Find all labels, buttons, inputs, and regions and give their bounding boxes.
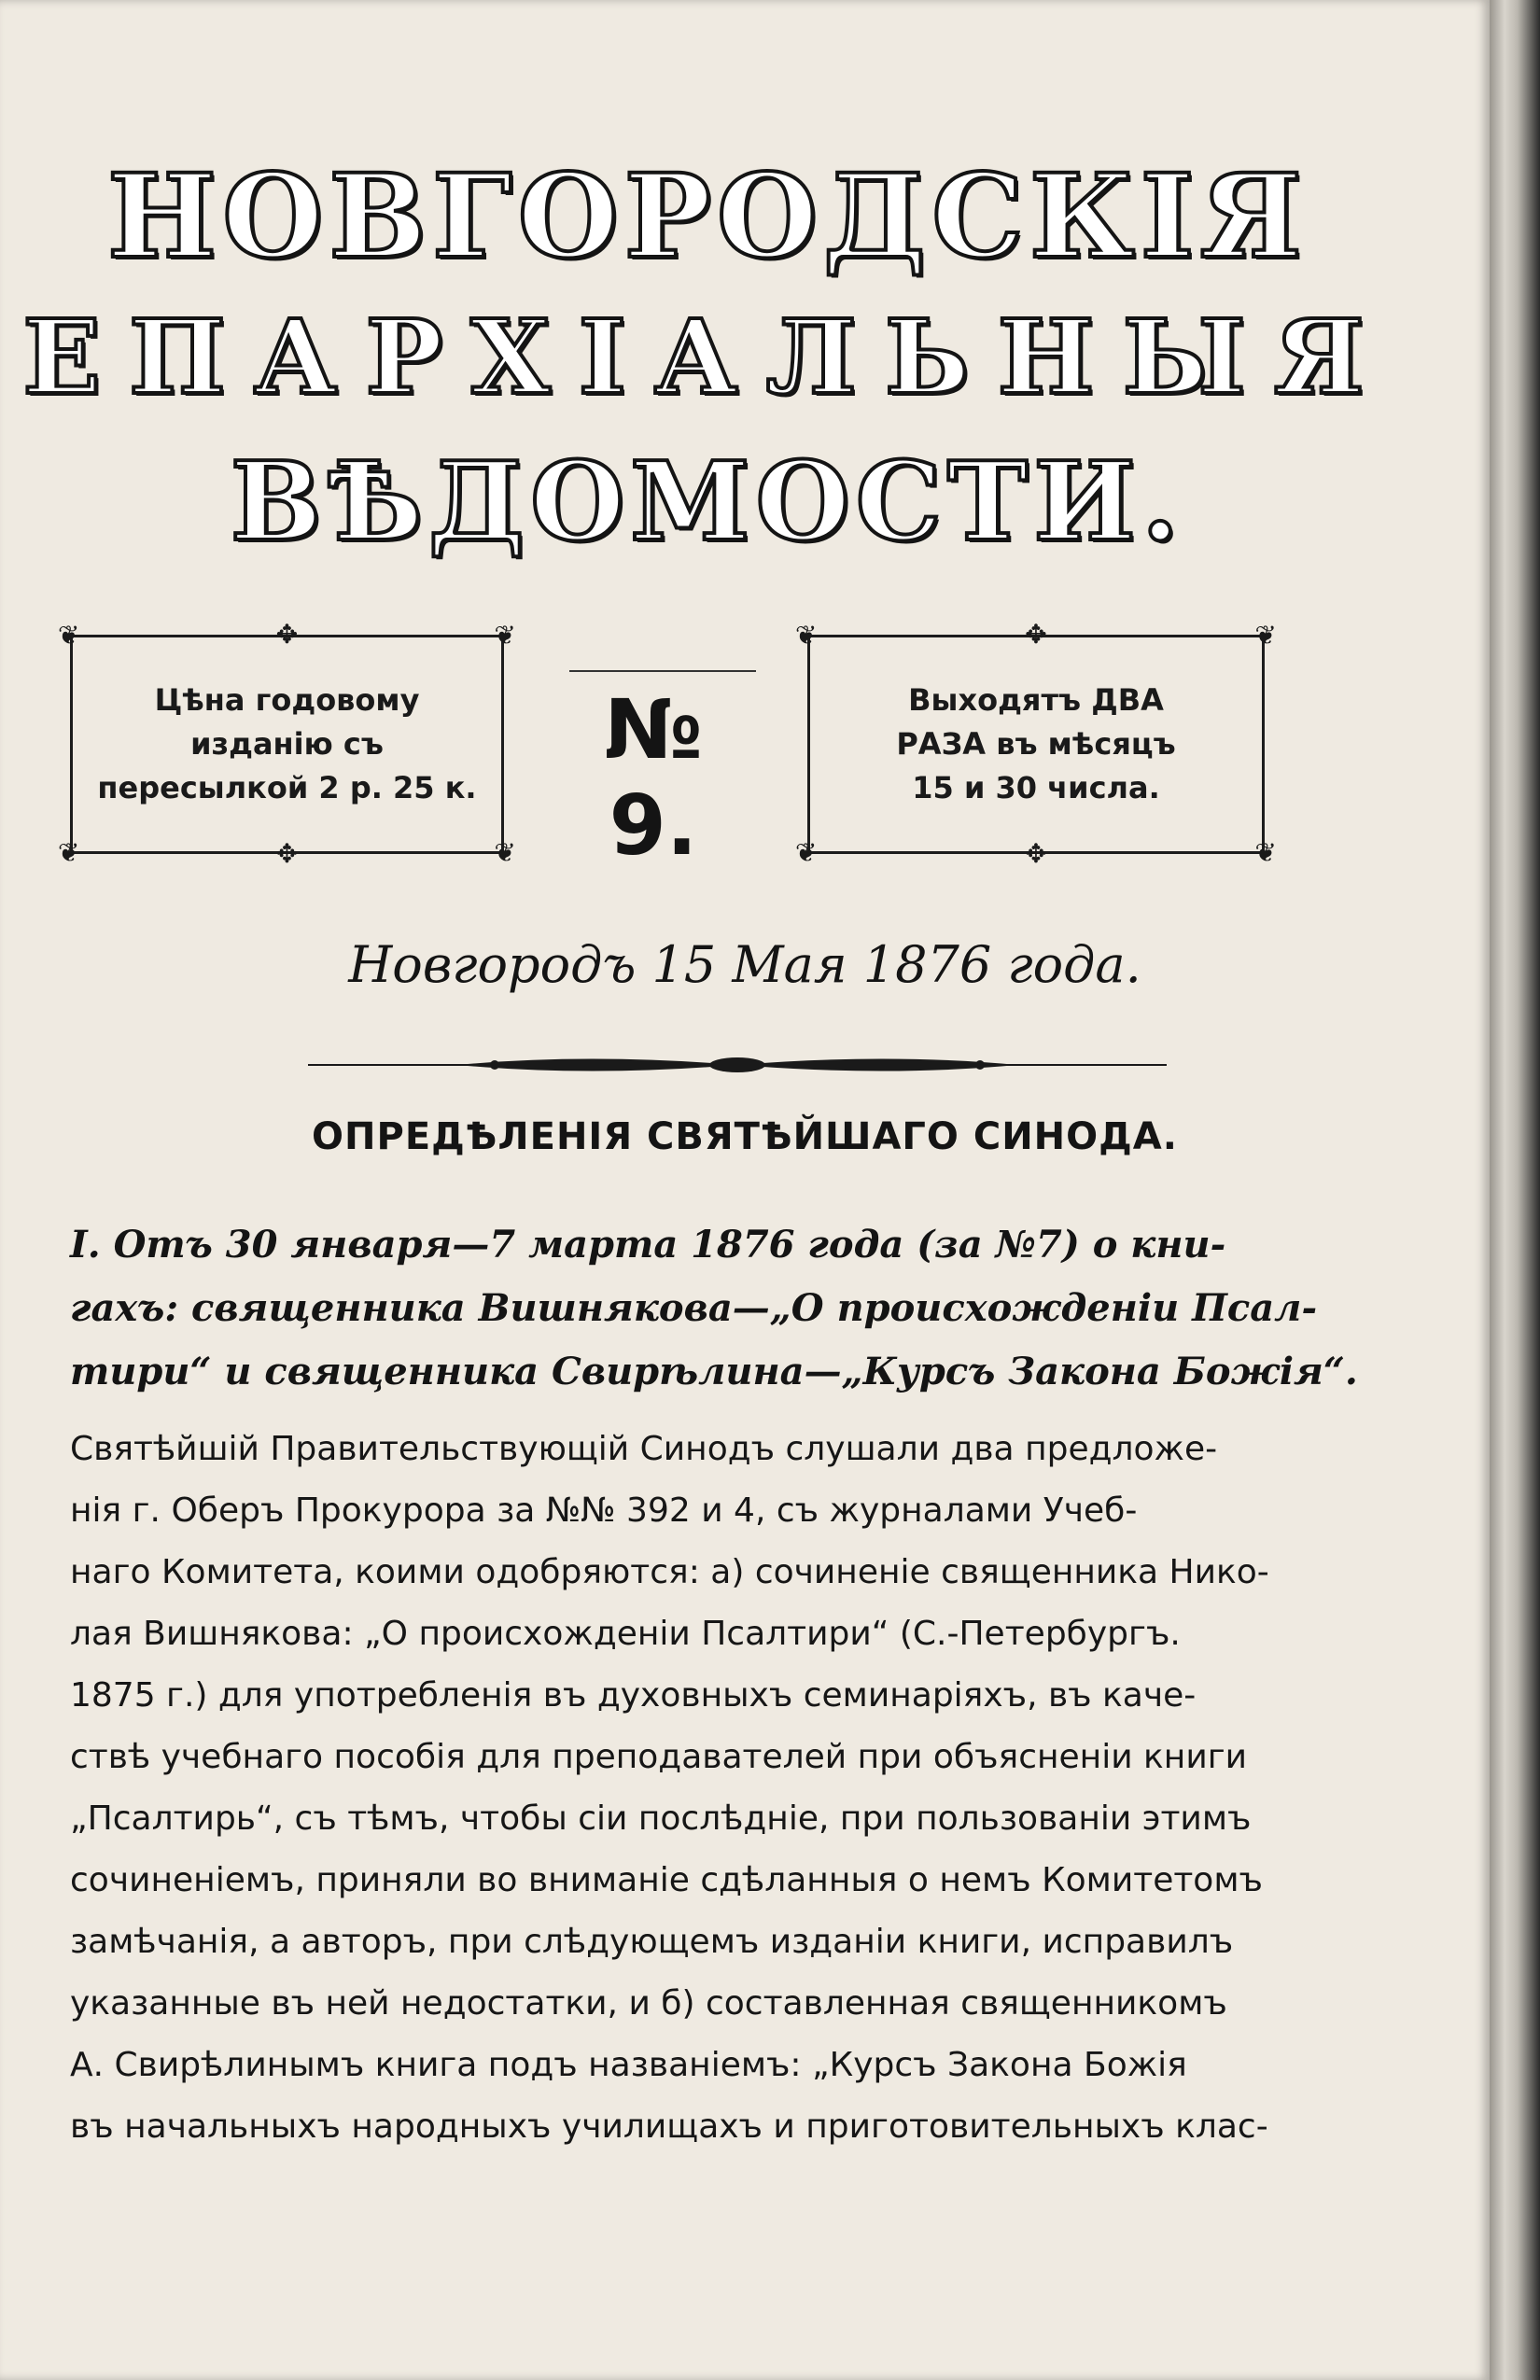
item-heading-line: тири“ и священника Свирѣлина—„Курсъ Закона Божія“. (70, 1350, 1358, 1393)
body-line: въ начальныхъ народныхъ училищахъ и приготовительныхъ клас- (70, 2107, 1268, 2146)
section-heading: ОПРЕДѢЛЕНІЯ СВЯТѢЙШАГО СИНОДА. (312, 1115, 1178, 1158)
body-line: 1875 г.) для употребленія въ духовныхъ семинаріяхъ, въ каче- (70, 1676, 1197, 1715)
body-line: ствѣ учебнаго пособія для преподавателей при объясненіи книги (70, 1738, 1248, 1776)
corner-ornament-icon: ❦ (58, 837, 80, 868)
frequency-line: РАЗА въ мѣсяцъ (896, 726, 1176, 762)
body-line: Святѣйшій Правительствующій Синодъ слушали два предложе- (70, 1430, 1218, 1468)
corner-ornament-icon: ❦ (494, 837, 516, 868)
masthead-line-2: ЕПАРХІАЛЬНЫЯ (22, 297, 1393, 417)
book-page-edge (1490, 0, 1540, 2380)
corner-ornament-icon: ❦ (1254, 837, 1277, 868)
item-heading (70, 1213, 1358, 1404)
frequency-line: Выходятъ ДВА (908, 682, 1164, 718)
issue-rule (569, 670, 756, 672)
body-line: замѣчанія, а авторъ, при слѣдующемъ изданіи книги, исправилъ (70, 1923, 1234, 1961)
corner-ornament-icon: ❦ (494, 620, 516, 651)
body-line: лая Вишнякова: „О происхожденіи Псалтири“ (С.-Петербургъ. (70, 1615, 1181, 1653)
body-line: сочиненіемъ, приняли во вниманіе сдѣланныя о немъ Комитетомъ (70, 1861, 1263, 1899)
body-text (70, 1419, 1269, 2158)
bottom-ornament-icon: ✥ (275, 838, 299, 869)
top-ornament-icon: ✥ (275, 619, 299, 650)
frequency-line: 15 и 30 числа. (912, 770, 1160, 805)
body-line: указанные въ ней недостатки, и б) составленная священникомъ (70, 1984, 1227, 2023)
corner-ornament-icon: ❦ (58, 620, 80, 651)
corner-ornament-icon: ❦ (795, 620, 818, 651)
frequency-text (828, 679, 1243, 810)
item-heading-line: гахъ: священника Вишнякова—„О происхожденіи Псал- (70, 1286, 1318, 1330)
dateline: Новгородъ 15 Мая 1876 года. (348, 935, 1141, 994)
issue-number: № 9. (604, 681, 703, 874)
price-text: Цѣна годовому изданію съ пересылкой 2 р. 25 к. (97, 682, 477, 805)
corner-ornament-icon: ❦ (1254, 620, 1277, 651)
masthead-line-1: НОВГОРОДСКІЯ (107, 149, 1308, 285)
masthead-line-3: ВѢДОМОСТИ. (230, 439, 1185, 566)
body-line: наго Комитета, коими одобряются: а) сочиненіе священника Нико- (70, 1553, 1269, 1591)
price-box (58, 619, 516, 869)
frequency-box (795, 619, 1277, 869)
top-ornament-icon: ✥ (1025, 619, 1047, 650)
ornamental-divider-icon (308, 1053, 1167, 1077)
corner-ornament-icon: ❦ (795, 837, 818, 868)
body-line: А. Свирѣлинымъ книга подъ названіемъ: „Курсъ Закона Божія (70, 2046, 1187, 2084)
bottom-ornament-icon: ✥ (1025, 838, 1047, 869)
item-heading-line: I. Отъ 30 января—7 марта 1876 года (за №7) о кни- (70, 1223, 1226, 1267)
body-line: нія г. Оберъ Прокурора за №№ 392 и 4, съ журналами Учеб- (70, 1491, 1138, 1530)
body-line: „Псалтирь“, съ тѣмъ, чтобы сіи послѣдніе, при пользованіи этимъ (70, 1799, 1252, 1838)
